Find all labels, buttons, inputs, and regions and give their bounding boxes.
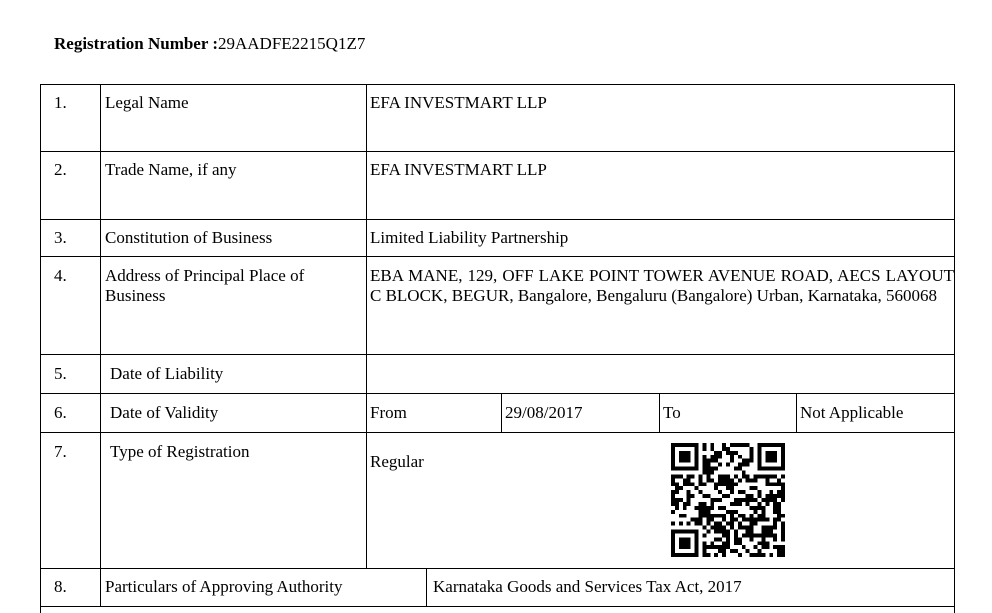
field-label: Type of Registration bbox=[110, 442, 250, 461]
field-label: Date of Liability bbox=[110, 364, 224, 383]
qr-code-icon bbox=[671, 443, 785, 557]
trade-name-value: EFA INVESTMART LLP bbox=[370, 160, 547, 179]
registration-number-value: 29AADFE2215Q1Z7 bbox=[218, 34, 366, 53]
field-label: Legal Name bbox=[105, 93, 189, 112]
registration-number-label: Registration Number : bbox=[54, 34, 218, 53]
row-number: 2. bbox=[54, 160, 67, 179]
from-label: From bbox=[370, 403, 407, 422]
row-number: 7. bbox=[54, 442, 67, 461]
row-number: 8. bbox=[54, 577, 67, 596]
field-label: Trade Name, if any bbox=[105, 160, 237, 179]
field-label: Particulars of Approving Authority bbox=[105, 577, 343, 596]
row-number: 1. bbox=[54, 93, 67, 112]
row-number: 5. bbox=[54, 364, 67, 383]
row-number: 6. bbox=[54, 403, 67, 422]
registration-type-value: Regular bbox=[370, 452, 424, 471]
field-label: Address of Principal Place of Business bbox=[105, 266, 305, 305]
from-date-value: 29/08/2017 bbox=[505, 403, 583, 422]
row-number: 4. bbox=[54, 266, 67, 285]
constitution-value: Limited Liability Partnership bbox=[370, 228, 569, 247]
to-label: To bbox=[663, 403, 681, 422]
to-date-value: Not Applicable bbox=[800, 403, 904, 422]
row-number: 3. bbox=[54, 228, 67, 247]
field-label: Constitution of Business bbox=[105, 228, 273, 247]
legal-name-value: EFA INVESTMART LLP bbox=[370, 93, 547, 112]
approving-authority-value: Karnataka Goods and Services Tax Act, 2017 bbox=[433, 577, 742, 596]
address-value: EBA MANE, 129, OFF LAKE POINT TOWER AVENUE ROAD, AECS LAYOUT C BLOCK, BEGUR, Bangalore, Bengaluru (Bangalore) Urban, Karnataka, 560068 bbox=[370, 266, 954, 305]
field-label: Date of Validity bbox=[110, 403, 219, 422]
registration-number bbox=[54, 34, 365, 54]
